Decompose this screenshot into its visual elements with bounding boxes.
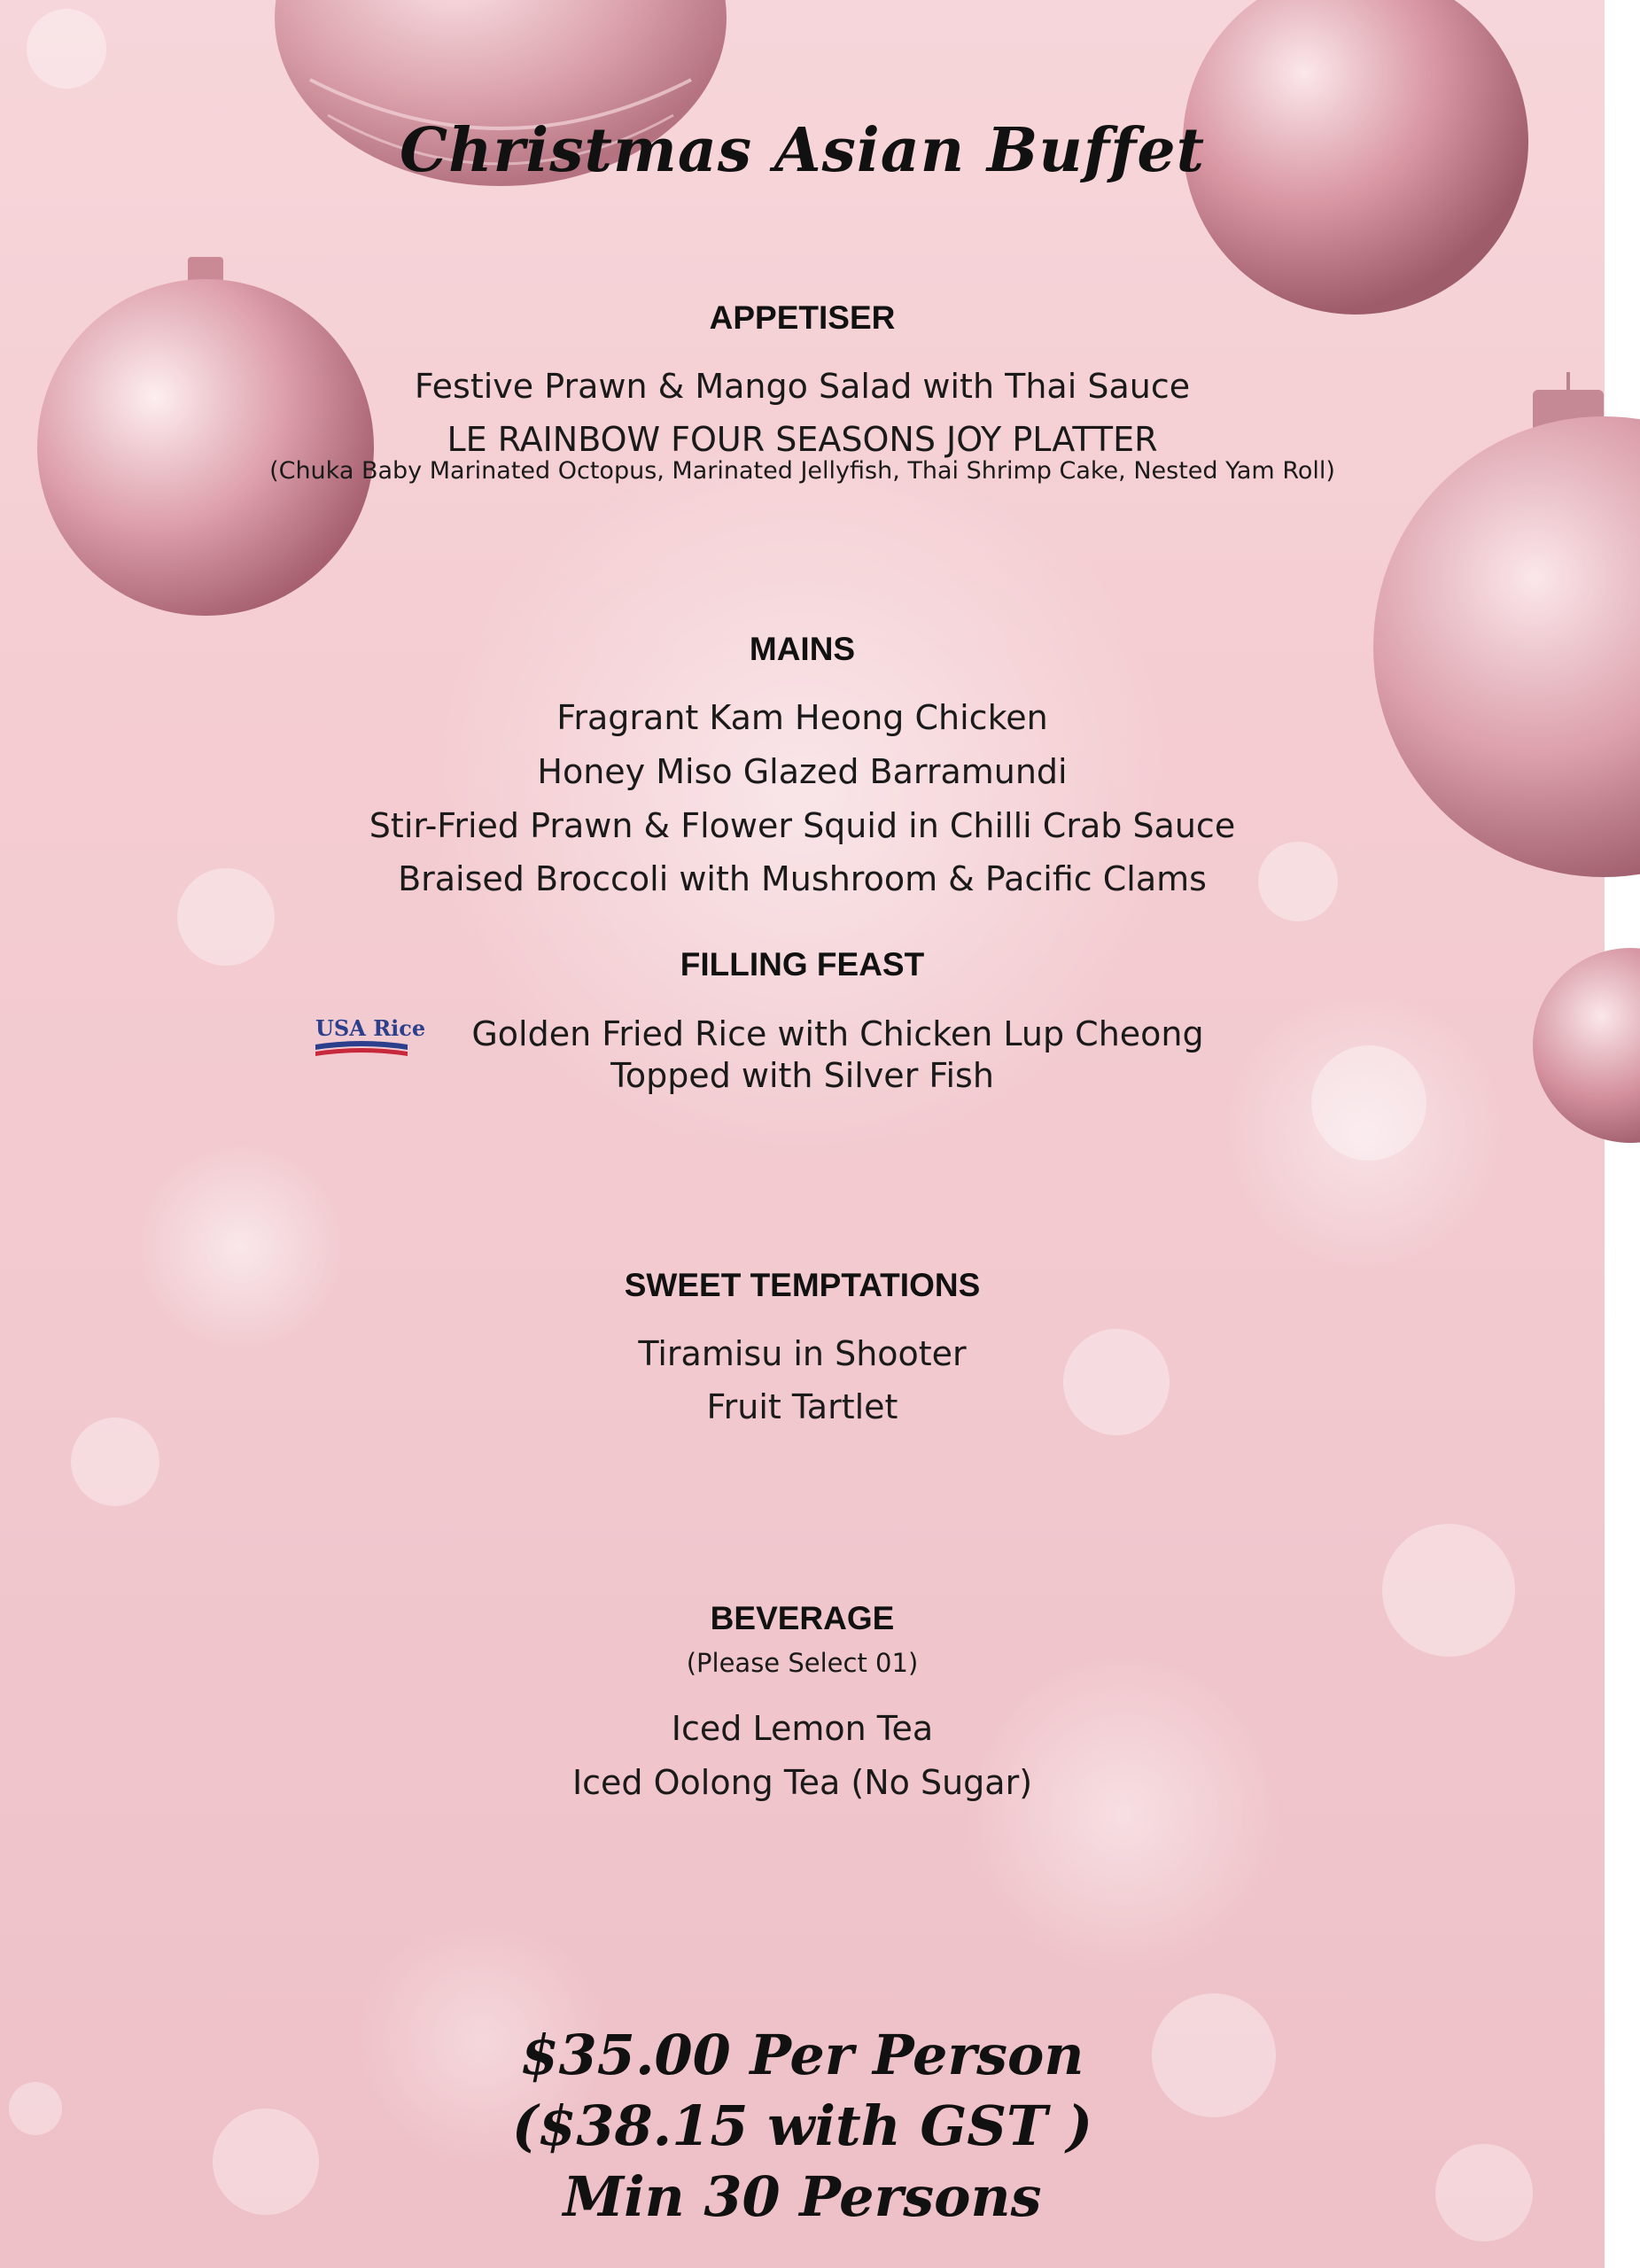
price-per-person: $35.00 Per Person — [520, 2023, 1084, 2087]
menu-item: Iced Lemon Tea — [671, 1709, 934, 1748]
menu-item: Golden Fried Rice with Chicken Lup Cheong — [471, 1014, 1204, 1053]
menu-item: Topped with Silver Fish — [610, 1056, 994, 1095]
minimum-persons: Min 30 Persons — [563, 2164, 1042, 2229]
menu-item: Fruit Tartlet — [706, 1387, 898, 1426]
section-heading-filling-feast: FILLING FEAST — [680, 946, 925, 983]
menu-item: Fragrant Kam Heong Chicken — [556, 698, 1048, 737]
section-heading-sweet-temptations: SWEET TEMPTATIONS — [624, 1267, 981, 1303]
svg-text:USA Rice: USA Rice — [315, 1015, 426, 1041]
section-heading-mains: MAINS — [749, 631, 856, 667]
menu-item: Braised Broccoli with Mushroom & Pacific Clams — [398, 859, 1207, 898]
menu-item: LE RAINBOW FOUR SEASONS JOY PLATTER — [447, 420, 1158, 459]
beverage-note: (Please Select 01) — [686, 1648, 919, 1678]
menu-item: Tiramisu in Shooter — [638, 1334, 967, 1373]
section-heading-appetiser: APPETISER — [709, 299, 896, 336]
section-heading-beverage: BEVERAGE — [710, 1600, 895, 1636]
price-with-gst: ($38.15 with GST ) — [511, 2093, 1093, 2158]
menu-item: Festive Prawn & Mango Salad with Thai Sauce — [414, 367, 1191, 406]
menu-item: Stir-Fried Prawn & Flower Squid in Chilli Crab Sauce — [369, 806, 1236, 845]
menu-item: Honey Miso Glazed Barramundi — [537, 752, 1068, 791]
item-note: (Chuka Baby Marinated Octopus, Marinated Jellyfish, Thai Shrimp Cake, Nested Yam Roll) — [269, 457, 1335, 485]
menu-title: Christmas Asian Buffet — [399, 115, 1206, 186]
menu-item: Iced Oolong Tea (No Sugar) — [571, 1763, 1033, 1802]
